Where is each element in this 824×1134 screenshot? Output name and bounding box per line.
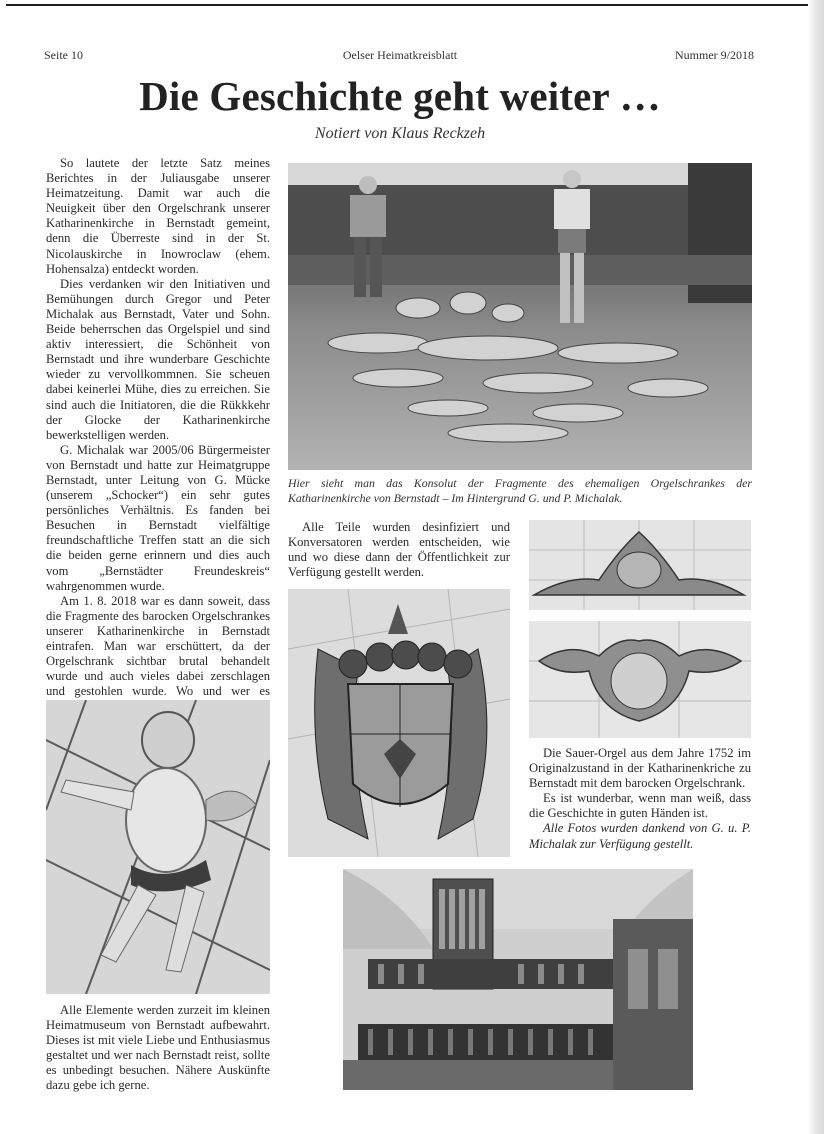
middle-text (288, 520, 510, 580)
ornament-cartouche-photo (529, 621, 751, 738)
photo-caption: Hier sieht man das Konsolut der Fragmente des ehemaligen Orgelschrankes der Katharinenkirche von Bernstadt – Im Hintergrund G. und P. Michalak. (288, 476, 752, 505)
paragraph: Alle Elemente werden zurzeit im kleinen Heimatmuseum von Bernstadt aufbewahrt. Dieses ist mit viele Liebe und Enthusiasmus gestaltet und wer nach Bernstadt reist, sollte es unbedingt besuchen. Nähere Auskünfte dazu gebe ich gerne. (46, 1003, 270, 1093)
bottom-left-text (46, 1003, 270, 1094)
page-number: Seite 10 (44, 48, 83, 62)
cherub-photo (46, 700, 270, 994)
paragraph: Dies verdanken wir den Initiativen und Bemühungen durch Gregor und Peter Michalak aus Bernstadt, Vater und Sohn. Beide beherrschen das Orgelspiel und sind aktiv interessiert, die Schönheit von Bernstadt und ihre wunderbare Geschichte wieder zu vervollkommnen. Sie scheuen dabei keinerlei Mühe, dies zu erreichen. Sie sind auch die Initiatoren, die die Rükkkehr der Glocke der Katharinenkirche bewerkstelligen werden. (46, 276, 270, 442)
page-edge-shadow (808, 0, 824, 1134)
photo-credit: Alle Fotos wurden dankend von G. u. P. Michalak zur Verfügung gestellt. (529, 821, 751, 851)
paragraph: So lautete der letzte Satz meines Berichtes in der Juliausgabe unserer Heimatzeitung. Damit war auch die Neuigkeit über den Orgelschrank unserer Katharinenkirche in Bernstadt gemeint, denn die Überreste sind in der St. Nicolauskirche in Inowroclaw (ehem. Hohensalza) entdeckt worden. (46, 156, 270, 276)
coat-of-arms-photo (288, 589, 510, 857)
paragraph: Es ist wunderbar, wenn man weiß, dass die Geschichte in guten Händen ist. (529, 791, 751, 821)
ornament-crest-photo (529, 520, 751, 610)
fragments-photo (288, 163, 752, 470)
publication-name: Oelser Heimatkreisblatt (342, 48, 458, 62)
paragraph: Alle Teile wurden desinfiziert und Konversatoren werden entscheiden, wie und wo diese dann der Öffentlichkeit zur Verfügung gestellt werden. (288, 520, 510, 580)
right-column-text (529, 746, 751, 852)
organ-photo (343, 869, 693, 1090)
article-byline: Notiert von Klaus Reckzeh (314, 125, 486, 142)
paragraph: Die Sauer-Orgel aus dem Jahre 1752 im Originalzustand in der Katharinenkriche zu Bernstadt mit dem barocken Orgelschrank. (529, 746, 751, 791)
paragraph: Am 1. 8. 2018 war es dann soweit, dass die Fragmente des barocken Orgelschrankes unserer Katharinenkirche in Bernstadt eintrafen. Man war erschüttert, da der Orgelschrank sichtbar brutal behandelt wurde und auch vieles dabei zerschlagen und gestohlen wurde. Wo und wer es (46, 593, 270, 699)
top-rule (6, 4, 808, 6)
article-title: Die Geschichte geht weiter … (139, 73, 661, 119)
left-column-text (46, 156, 270, 745)
paragraph: G. Michalak war 2005/06 Bürgermeister von Bernstadt und hatte zur Heimatgruppe Bernstadt, unter Leitung von G. Mücke (unserem „Schocker“) ein sehr gutes persönliches Verhältnis. Es fanden bei Besuchen in Bernstadt vielfältige freundschaftliche Treffen statt an die sich die beiden gerne erinnern und dies auch vom „Bernstädter Freundeskreis“ wahrgenommen wurde. (46, 442, 270, 593)
issue-number: Nummer 9/2018 (675, 48, 754, 62)
